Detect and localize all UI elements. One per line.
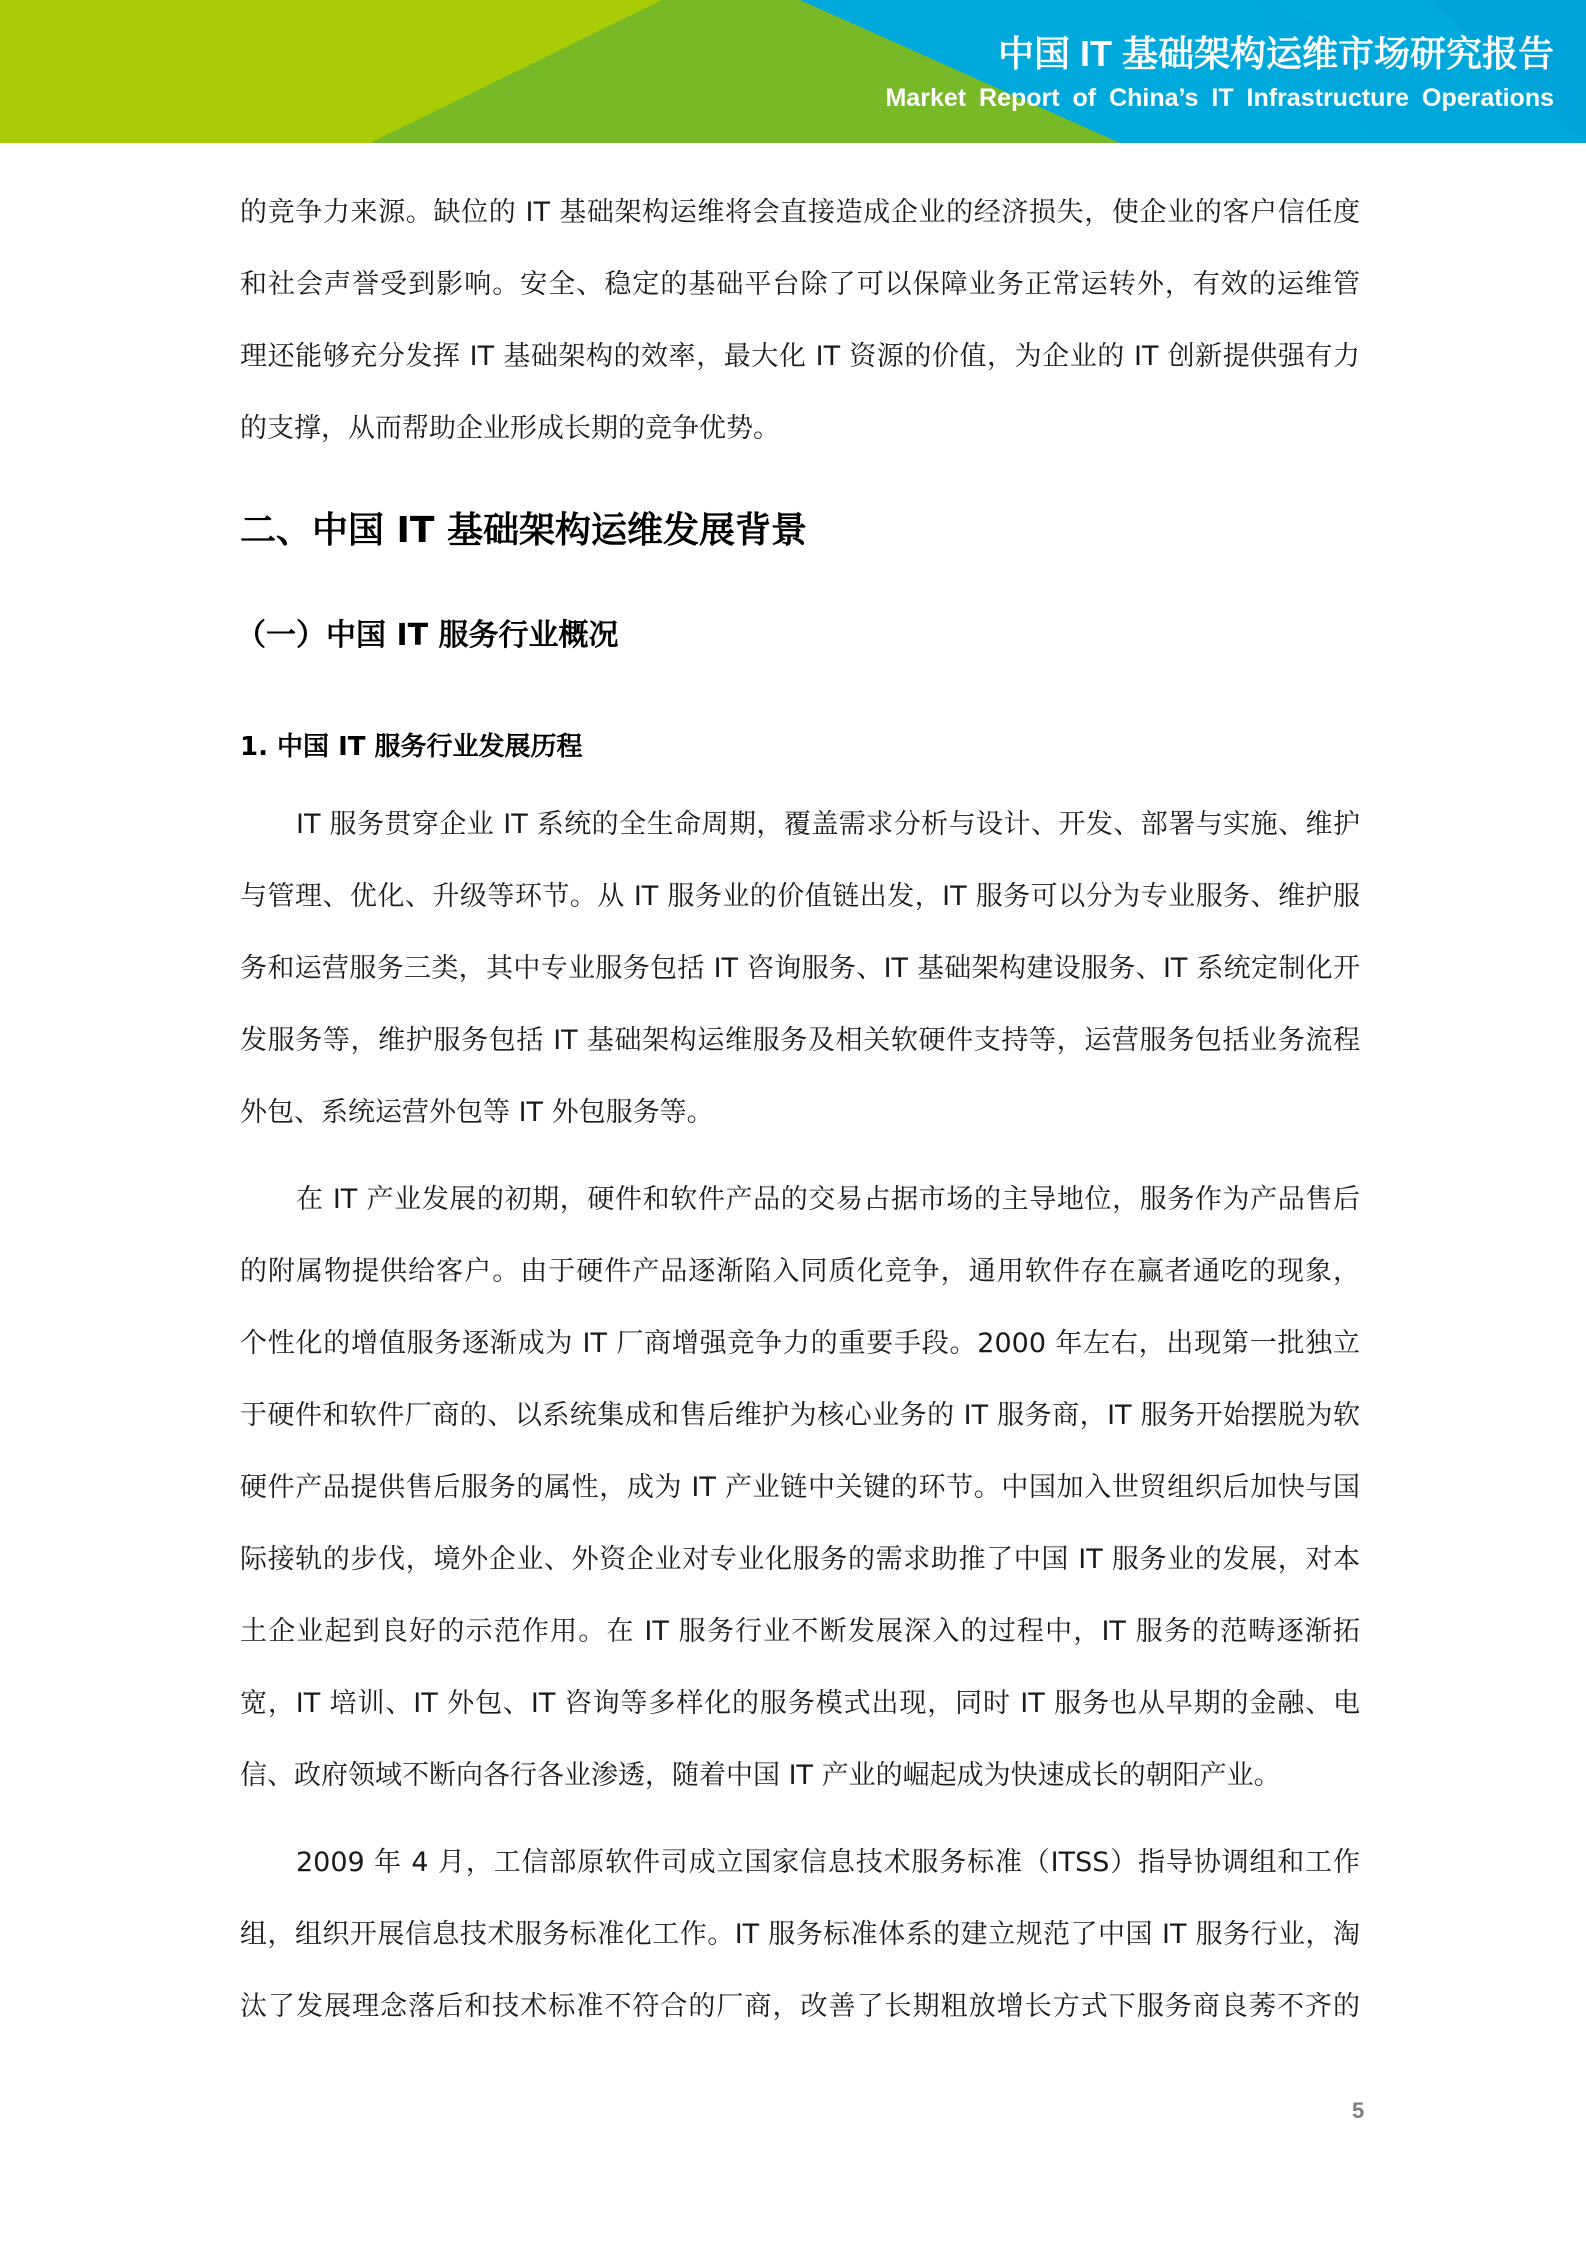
report-subtitle: Market Report of China’s IT Infrastructure Operations bbox=[885, 84, 1554, 112]
text-line: 和社会声誉受到影响。安全、稳定的基础平台除了可以保障业务正常运转外，有效的运维管 bbox=[240, 269, 1360, 300]
text-line: 际接轨的步伐，境外企业、外资企业对专业化服务的需求助推了中国 IT 服务业的发展，对本 bbox=[240, 1544, 1360, 1575]
text-line: IT 服务贯穿企业 IT 系统的全生命周期，覆盖需求分析与设计、开发、部署与实施、维护 bbox=[296, 809, 1360, 840]
text-line: 务和运营服务三类，其中专业服务包括 IT 咨询服务、IT 基础架构建设服务、IT 系统定制化开 bbox=[240, 953, 1360, 984]
text-line: 在 IT 产业发展的初期，硬件和软件产品的交易占据市场的主导地位，服务作为产品售后 bbox=[296, 1184, 1360, 1215]
text-line: 发服务等，维护服务包括 IT 基础架构运维服务及相关软硬件支持等，运营服务包括业务流程 bbox=[240, 1025, 1360, 1056]
text-line: 外包、系统运营外包等 IT 外包服务等。 bbox=[240, 1097, 714, 1128]
page-number: 5 bbox=[1352, 2098, 1365, 2123]
text-line: 于硬件和软件厂商的、以系统集成和售后维护为核心业务的 IT 服务商，IT 服务开始摆脱为软 bbox=[240, 1400, 1360, 1431]
section-heading: 二、中国 IT 基础架构运维发展背景 bbox=[240, 510, 808, 551]
text-line: 的竞争力来源。缺位的 IT 基础架构运维将会直接造成企业的经济损失，使企业的客户信任度 bbox=[240, 197, 1360, 228]
sub-subsection-heading: 1. 中国 IT 服务行业发展历程 bbox=[240, 732, 583, 762]
text-line: 的附属物提供给客户。由于硬件产品逐渐陷入同质化竞争，通用软件存在赢者通吃的现象， bbox=[240, 1256, 1360, 1287]
text-line: 硬件产品提供售后服务的属性，成为 IT 产业链中关键的环节。中国加入世贸组织后加快与国 bbox=[240, 1472, 1360, 1503]
text-line: 个性化的增值服务逐渐成为 IT 厂商增强竞争力的重要手段。2000 年左右，出现第一批独立 bbox=[240, 1328, 1360, 1359]
text-line: 理还能够充分发挥 IT 基础架构的效率，最大化 IT 资源的价值，为企业的 IT 创新提供强有力 bbox=[240, 341, 1360, 372]
text-line: 与管理、优化、升级等环节。从 IT 服务业的价值链出发，IT 服务可以分为专业服务、维护服 bbox=[240, 881, 1360, 912]
text-line: 宽，IT 培训、IT 外包、IT 咨询等多样化的服务模式出现，同时 IT 服务也从早期的金融、电 bbox=[240, 1688, 1360, 1719]
report-title: 中国 IT 基础架构运维市场研究报告 bbox=[998, 33, 1554, 74]
text-line: 汰了发展理念落后和技术标准不符合的厂商，改善了长期粗放增长方式下服务商良莠不齐的 bbox=[240, 1991, 1360, 2022]
report-header-banner bbox=[0, 0, 1586, 143]
text-line: 信、政府领域不断向各行各业渗透，随着中国 IT 产业的崛起成为快速成长的朝阳产业。 bbox=[240, 1760, 1281, 1791]
text-line: 2009 年 4 月，工信部原软件司成立国家信息技术服务标准（ITSS）指导协调组和工作 bbox=[296, 1847, 1360, 1878]
text-line: 土企业起到良好的示范作用。在 IT 服务行业不断发展深入的过程中，IT 服务的范畴逐渐拓 bbox=[240, 1616, 1360, 1647]
text-line: 组，组织开展信息技术服务标准化工作。IT 服务标准体系的建立规范了中国 IT 服务行业，淘 bbox=[240, 1919, 1360, 1950]
subsection-heading: （一）中国 IT 服务行业概况 bbox=[236, 618, 619, 653]
text-line: 的支撑，从而帮助企业形成长期的竞争优势。 bbox=[240, 413, 780, 444]
